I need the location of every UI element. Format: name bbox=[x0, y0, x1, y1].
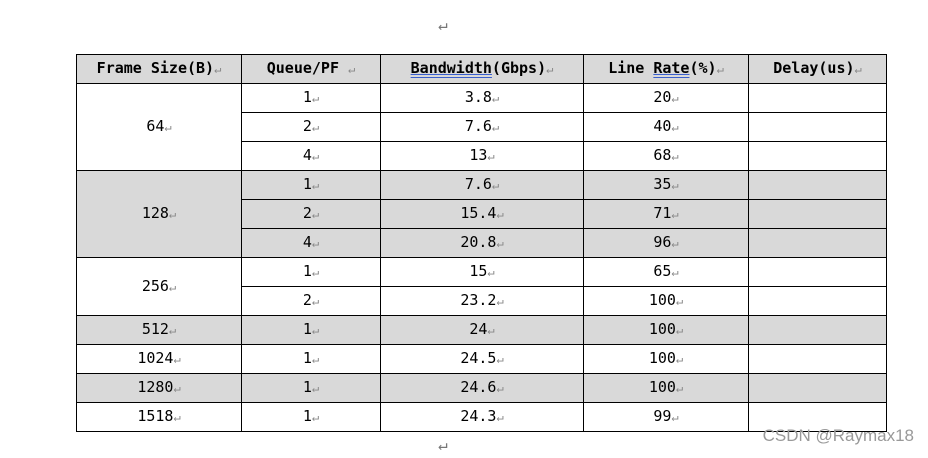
paragraph-mark: ↵ bbox=[214, 62, 222, 76]
queue-cell-value: 2 bbox=[302, 117, 312, 135]
bandwidth-cell bbox=[381, 287, 584, 316]
frame-size-cell-value: 128 bbox=[141, 204, 169, 222]
queue-cell bbox=[242, 258, 381, 287]
frame-size-cell-value: 64 bbox=[146, 117, 165, 135]
paragraph-mark: ↵ bbox=[173, 381, 181, 395]
bandwidth-cell-value: 24.3 bbox=[460, 407, 497, 425]
paragraph-mark: ↵ bbox=[491, 120, 500, 134]
header-line-rate bbox=[584, 55, 749, 84]
queue-cell-value: 4 bbox=[302, 146, 312, 164]
paragraph-mark: ↵ bbox=[496, 236, 504, 250]
line-rate-cell bbox=[584, 171, 749, 200]
bandwidth-cell bbox=[381, 171, 584, 200]
paragraph-mark: ↵ bbox=[496, 207, 504, 221]
line-rate-cell bbox=[584, 287, 749, 316]
bandwidth-cell bbox=[381, 142, 584, 171]
paragraph-mark: ↵ bbox=[491, 91, 500, 105]
queue-cell bbox=[242, 229, 381, 258]
bandwidth-cell bbox=[381, 84, 584, 113]
table-row bbox=[77, 374, 887, 403]
frame-size-cell bbox=[77, 84, 242, 171]
watermark: CSDN @Raymax18 bbox=[762, 426, 914, 445]
delay-cell bbox=[749, 142, 887, 171]
paragraph-mark: ↵ bbox=[675, 323, 684, 337]
paragraph-mark-bottom: ↵ bbox=[438, 435, 448, 454]
header-label-post: (Gbps) bbox=[491, 59, 547, 77]
header-label: Queue/PF bbox=[266, 59, 339, 77]
bandwidth-cell bbox=[381, 345, 584, 374]
delay-cell bbox=[749, 200, 887, 229]
line-rate-cell bbox=[584, 258, 749, 287]
paragraph-mark: ↵ bbox=[671, 265, 679, 279]
delay-cell bbox=[749, 374, 887, 403]
queue-cell-value: 1 bbox=[302, 378, 312, 396]
paragraph-mark: ↵ bbox=[675, 381, 684, 395]
paragraph-mark: ↵ bbox=[671, 149, 679, 163]
queue-cell bbox=[242, 287, 381, 316]
frame-size-cell-value: 256 bbox=[141, 276, 169, 295]
line-rate-cell bbox=[584, 374, 749, 403]
queue-cell bbox=[242, 142, 381, 171]
line-rate-cell bbox=[584, 316, 749, 345]
paragraph-mark: ↵ bbox=[311, 352, 320, 366]
bandwidth-cell-value: 13 bbox=[469, 146, 488, 164]
bandwidth-cell-value: 7.6 bbox=[464, 117, 492, 135]
line-rate-cell-value: 68 bbox=[653, 146, 672, 164]
paragraph-mark: ↵ bbox=[311, 381, 320, 395]
paragraph-mark: ↵ bbox=[173, 410, 181, 424]
bandwidth-cell bbox=[381, 229, 584, 258]
paragraph-mark: ↵ bbox=[496, 352, 504, 366]
paragraph-mark: ↵ bbox=[487, 149, 495, 163]
header-frame-size bbox=[77, 55, 242, 84]
line-rate-cell bbox=[584, 200, 749, 229]
delay-cell bbox=[749, 84, 887, 113]
paragraph-mark: ↵ bbox=[671, 410, 679, 424]
paragraph-mark: ↵ bbox=[311, 120, 320, 134]
paragraph-mark: ↵ bbox=[311, 410, 320, 424]
line-rate-cell bbox=[584, 345, 749, 374]
table-row bbox=[77, 316, 887, 345]
header-label-underlined: Rate bbox=[653, 59, 690, 77]
queue-cell-value: 4 bbox=[302, 233, 312, 251]
bandwidth-cell-value: 20.8 bbox=[460, 233, 497, 251]
bandwidth-cell-value: 7.6 bbox=[464, 175, 492, 193]
paragraph-mark: ↵ bbox=[487, 265, 495, 279]
benchmark-table bbox=[76, 54, 887, 432]
bandwidth-cell-value: 3.8 bbox=[464, 88, 492, 106]
paragraph-mark-top: ↵ bbox=[438, 15, 448, 34]
line-rate-cell bbox=[584, 403, 749, 432]
table-row bbox=[77, 84, 887, 113]
header-delay bbox=[749, 55, 887, 84]
queue-cell-value: 1 bbox=[302, 175, 312, 193]
header-label: Delay(us) bbox=[773, 59, 855, 77]
bandwidth-cell bbox=[381, 374, 584, 403]
paragraph-mark: ↵ bbox=[311, 149, 320, 163]
queue-cell-value: 1 bbox=[302, 262, 312, 280]
bandwidth-cell-value: 24 bbox=[469, 320, 488, 338]
queue-cell-value: 1 bbox=[302, 407, 312, 425]
table-row bbox=[77, 171, 887, 200]
delay-cell bbox=[749, 171, 887, 200]
header-bandwidth bbox=[381, 55, 584, 84]
paragraph-mark: ↵ bbox=[168, 207, 177, 221]
line-rate-cell-value: 71 bbox=[653, 204, 672, 222]
queue-cell bbox=[242, 316, 381, 345]
line-rate-cell-value: 65 bbox=[653, 262, 672, 280]
frame-size-cell bbox=[77, 374, 242, 403]
bandwidth-cell bbox=[381, 316, 584, 345]
line-rate-cell-value: 100 bbox=[648, 378, 676, 396]
paragraph-mark: ↵ bbox=[311, 294, 320, 308]
frame-size-cell-value: 1280 bbox=[137, 378, 174, 396]
queue-cell bbox=[242, 113, 381, 142]
delay-cell bbox=[749, 258, 887, 287]
paragraph-mark: ↵ bbox=[311, 178, 320, 192]
queue-cell bbox=[242, 403, 381, 432]
paragraph-mark: ↵ bbox=[311, 323, 320, 337]
queue-cell bbox=[242, 171, 381, 200]
paragraph-mark: ↵ bbox=[854, 62, 862, 76]
paragraph-mark: ↵ bbox=[311, 265, 320, 279]
queue-cell bbox=[242, 345, 381, 374]
queue-cell-value: 2 bbox=[302, 291, 312, 309]
header-label-post: (%) bbox=[689, 59, 717, 77]
header-queue-pf bbox=[242, 55, 381, 84]
bandwidth-cell bbox=[381, 258, 584, 287]
queue-cell-value: 1 bbox=[302, 320, 312, 338]
queue-cell-value: 1 bbox=[302, 88, 312, 106]
paragraph-mark: ↵ bbox=[546, 62, 554, 76]
bandwidth-cell-value: 23.2 bbox=[460, 291, 497, 309]
frame-size-cell bbox=[77, 316, 242, 345]
bandwidth-cell bbox=[381, 403, 584, 432]
delay-cell bbox=[749, 287, 887, 316]
frame-size-cell bbox=[77, 345, 242, 374]
line-rate-cell-value: 100 bbox=[648, 291, 676, 309]
delay-cell bbox=[749, 345, 887, 374]
header-label-underlined: Bandwidth bbox=[410, 59, 492, 77]
delay-cell bbox=[749, 316, 887, 345]
line-rate-cell bbox=[584, 229, 749, 258]
line-rate-cell bbox=[584, 84, 749, 113]
bandwidth-cell-value: 15.4 bbox=[460, 204, 497, 222]
frame-size-cell bbox=[77, 403, 242, 432]
paragraph-mark: ↵ bbox=[675, 294, 684, 308]
line-rate-cell-value: 96 bbox=[653, 233, 672, 251]
header-label: Frame Size(B) bbox=[96, 59, 215, 77]
line-rate-cell-value: 100 bbox=[648, 349, 676, 367]
delay-cell bbox=[749, 229, 887, 258]
line-rate-cell bbox=[584, 113, 749, 142]
queue-cell-value: 1 bbox=[302, 349, 312, 367]
queue-cell-value: 2 bbox=[302, 204, 312, 222]
paragraph-mark: ↵ bbox=[487, 323, 495, 337]
paragraph-mark: ↵ bbox=[671, 236, 679, 250]
paragraph-mark: ↵ bbox=[671, 178, 679, 192]
bandwidth-cell-value: 24.6 bbox=[460, 378, 497, 396]
paragraph-mark: ↵ bbox=[348, 62, 356, 76]
table-row bbox=[77, 258, 887, 287]
line-rate-cell-value: 35 bbox=[653, 175, 672, 193]
frame-size-cell-value: 1518 bbox=[137, 407, 174, 425]
paragraph-mark: ↵ bbox=[671, 120, 679, 134]
line-rate-cell-value: 40 bbox=[653, 117, 672, 135]
queue-cell bbox=[242, 374, 381, 403]
paragraph-mark: ↵ bbox=[173, 352, 181, 366]
frame-size-cell bbox=[77, 258, 242, 316]
table-header-row bbox=[77, 55, 887, 84]
frame-size-cell bbox=[77, 171, 242, 258]
paragraph-mark: ↵ bbox=[311, 91, 320, 105]
paragraph-mark: ↵ bbox=[671, 207, 679, 221]
bandwidth-cell bbox=[381, 113, 584, 142]
line-rate-cell bbox=[584, 142, 749, 171]
frame-size-cell-value: 512 bbox=[141, 320, 169, 338]
bandwidth-cell-value: 24.5 bbox=[460, 349, 497, 367]
line-rate-cell-value: 99 bbox=[653, 407, 672, 425]
line-rate-cell-value: 100 bbox=[648, 320, 676, 338]
paragraph-mark: ↵ bbox=[496, 410, 504, 424]
bandwidth-cell-value: 15 bbox=[469, 262, 488, 280]
table-body bbox=[77, 84, 887, 432]
bandwidth-cell bbox=[381, 200, 584, 229]
paragraph-mark: ↵ bbox=[671, 91, 679, 105]
line-rate-cell-value: 20 bbox=[653, 88, 672, 106]
paragraph-mark: ↵ bbox=[311, 207, 320, 221]
paragraph-mark: ↵ bbox=[716, 62, 724, 76]
paragraph-mark: ↵ bbox=[491, 178, 500, 192]
queue-cell bbox=[242, 200, 381, 229]
paragraph-mark: ↵ bbox=[496, 381, 504, 395]
paragraph-mark: ↵ bbox=[168, 323, 177, 337]
paragraph-mark: ↵ bbox=[164, 120, 172, 134]
queue-cell bbox=[242, 84, 381, 113]
table-row bbox=[77, 345, 887, 374]
paragraph-mark: ↵ bbox=[311, 236, 320, 250]
delay-cell bbox=[749, 113, 887, 142]
paragraph-mark: ↵ bbox=[168, 279, 177, 294]
frame-size-cell-value: 1024 bbox=[137, 349, 174, 367]
paragraph-mark: ↵ bbox=[675, 352, 684, 366]
paragraph-mark: ↵ bbox=[496, 294, 504, 308]
header-label-pre: Line bbox=[608, 59, 654, 77]
